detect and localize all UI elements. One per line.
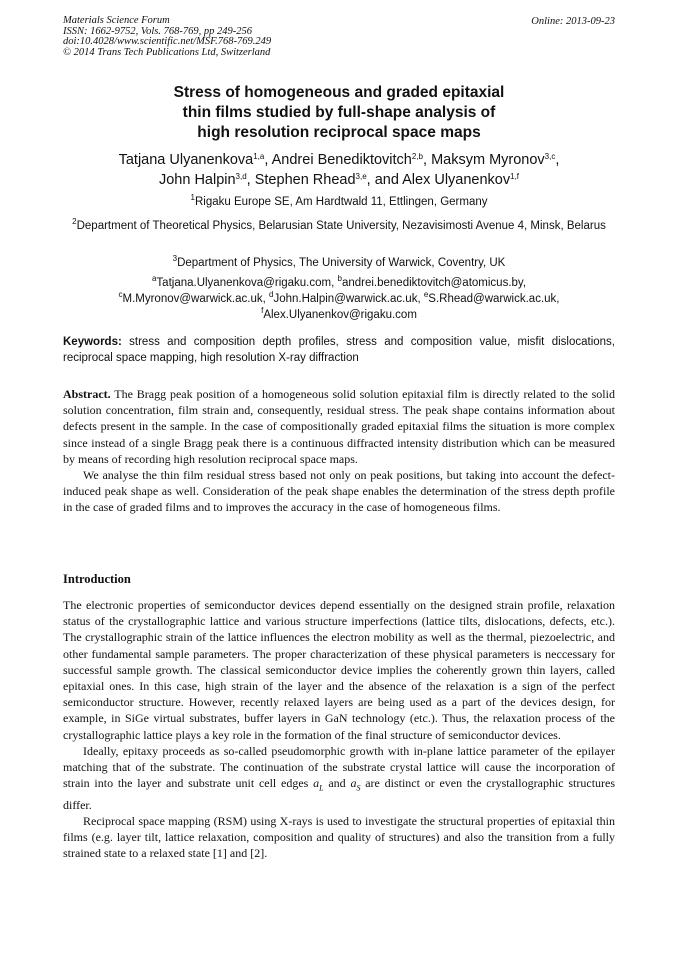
- paper-title: [60, 83, 618, 143]
- author-superscript: 1,f: [510, 172, 520, 181]
- issn-line: ISSN: 1662-9752, Vols. 768-769, pp 249-256: [63, 25, 252, 37]
- keywords-block: [63, 334, 615, 366]
- email-link[interactable]: andrei.benediktovitch@atomicus.by: [341, 277, 523, 289]
- affiliation-text: Department of Theoretical Physics, Belarusian State University, Nezavisimosti Avenue 4, Minsk, Belarus: [76, 220, 606, 232]
- body-paragraph: [63, 743, 615, 813]
- symbol-base: a: [313, 776, 320, 791]
- affiliation-3: [63, 255, 615, 271]
- author-name: Alex Ulyanenkov: [402, 172, 511, 188]
- author-separator: ,: [555, 152, 560, 168]
- journal-name: Materials Science Forum: [63, 15, 170, 26]
- keywords-text: stress and composition depth profiles, stress and composition value, misfit dislocations, reciprocal space mapping, high resolution X-ray diffraction: [63, 336, 615, 364]
- body-paragraph: The electronic properties of semiconductor devices depend essentially on the designed strain profile, relaxation status of the crystallographic lattice and various structure imperfections (lattice tilts, dislocations, defects, etc.). The crystallographic strain of the lattice influences the electron mobility as well as the thermal, piezoelectric, and other fundamental sample parameters. The proper characterization of these physical parameters is neccessary for successful sample growth. The classical semiconductor device implies the coherently grown thin layers, called epitaxial ones. In this case, high strain of the layer and the absence of the relaxation is a sign of the perfect semiconductor structure. However, recently relaxed layers are being used as a part of the devices design, for example, in SiGe virtual substrates, buffer layers in GaN technology (etc.). Thus, the relaxation process of the crystallographic lattice plays a key role in the formation of the final structure of semiconductor devices.: [63, 598, 615, 742]
- email-list: [63, 275, 615, 323]
- author-name: Tatjana Ulyanenkova: [118, 152, 254, 168]
- email-link[interactable]: Tatjana.Ulyanenkova@rigaku.com: [156, 277, 332, 289]
- author-separator: ,: [423, 152, 432, 168]
- symbol-subscript: S: [356, 783, 361, 793]
- doi-line[interactable]: doi:10.4028/www.scientific.net/MSF.768-769.249: [63, 36, 272, 47]
- author-separator: , and: [366, 172, 403, 188]
- online-date: Online: 2013-09-23: [531, 16, 615, 27]
- affiliation-2: [63, 218, 615, 234]
- email-link[interactable]: Alex.Ulyanenkov@rigaku.com: [263, 309, 417, 321]
- email-marker: e: [423, 290, 429, 299]
- paragraph-text: and: [328, 776, 346, 791]
- author-superscript: 3,d: [235, 172, 247, 181]
- body-paragraph: Reciprocal space mapping (RSM) using X-rays is used to investigate the structural properties of epitaxial thin films (e.g. layer tilt, lattice relaxation, composition and quality of structures) and also the transition from a fully strained state to a relaxed state [1] and [2].: [63, 814, 615, 861]
- introduction-section: [63, 597, 615, 862]
- author-line: [60, 150, 618, 170]
- affiliation-1: [63, 194, 615, 210]
- affiliation-text: Rigaku Europe SE, Am Hardtwald 11, Ettlingen, Germany: [194, 196, 488, 208]
- author-name: Maksym Myronov: [431, 152, 545, 168]
- author-separator: ,: [264, 152, 272, 168]
- author-line: [60, 170, 618, 190]
- author-superscript: 3,c: [544, 152, 556, 161]
- author-name: Stephen Rhead: [254, 172, 356, 188]
- abstract-paragraph: [63, 386, 615, 467]
- title-line: high resolution reciprocal space maps: [197, 124, 481, 141]
- email-line: [63, 307, 615, 323]
- copyright-line: © 2014 Trans Tech Publications Ltd, Switzerland: [63, 46, 271, 58]
- symbol-subscript: L: [319, 783, 324, 793]
- keywords-label: Keywords:: [63, 336, 122, 348]
- author-superscript: 3,e: [355, 172, 367, 181]
- abstract-paragraph: We analyse the thin film residual stress based not only on peak positions, but taking into account the defect-induced peak shape as well. Consideration of the peak shape enables the determination of the stress depth profile in the case of graded films and to improves the accuracy in the case of homogeneous films.: [63, 468, 615, 515]
- author-name: John Halpin: [158, 172, 236, 188]
- email-marker: a: [151, 274, 157, 283]
- email-marker: f: [261, 306, 264, 315]
- abstract-text: The Bragg peak position of a homogeneous solid solution epitaxial film is directly related to the solid solution concentration, film strain and, consequently, residual stress. The peak shape contains information about defects present in the sample. In the case of compositionally graded epitaxial films the situation is more complex since instead of a single Bragg peak there is a continuous diffracted intensity distribution which can be measured by means of recording high resolution reciprocal space maps.: [63, 387, 615, 466]
- affiliation-superscript: 2: [72, 217, 77, 226]
- paragraph-text: are distinct or even the crystallographic structures differ.: [63, 776, 616, 812]
- lattice-symbol: [313, 776, 324, 793]
- paragraph-text: Ideally, epitaxy proceeds as so-called pseudomorphic growth with in-plane lattice parameter of the epilayer matching that of the substrate. The continuation of the substrate crystal lattice will cause the incorporation of strain into the layer and substrate unit cell edges: [63, 743, 615, 791]
- journal-header: [63, 16, 271, 58]
- email-line: $^a$Tatjana.Ulyanenkova@rigaku.com, $^b$andrei.benediktovitch@atomicus.by,: [151, 274, 527, 289]
- author-separator: ,: [246, 172, 255, 188]
- author-name: Andrei Benediktovitch: [271, 152, 412, 168]
- abstract-label: Abstract.: [63, 387, 111, 401]
- email-link[interactable]: John.Halpin@warwick.ac.uk: [273, 293, 418, 305]
- affiliation-superscript: 3: [172, 254, 178, 263]
- symbol-base: a: [350, 776, 357, 791]
- email-marker: d: [269, 290, 274, 299]
- email-line: $^c$M.Myronov@warwick.ac.uk, $^d$John.Halpin@warwick.ac.uk, $^e$S.Rhead@warwick.ac.uk,: [118, 290, 560, 305]
- affiliation-text: Department of Physics, The University of Warwick, Coventry, UK: [177, 257, 506, 269]
- title-line: thin films studied by full-shape analysis of: [182, 104, 496, 121]
- affiliation-superscript: 1: [190, 193, 195, 202]
- abstract-section: [63, 386, 615, 516]
- email-link[interactable]: M.Myronov@warwick.ac.uk: [122, 293, 263, 305]
- section-heading-introduction: Introduction: [63, 572, 131, 586]
- lattice-symbol: [350, 776, 361, 793]
- author-list: [60, 150, 618, 190]
- email-link[interactable]: S.Rhead@warwick.ac.uk: [428, 293, 557, 305]
- title-line: Stress of homogeneous and graded epitaxial: [173, 84, 505, 101]
- author-superscript: 1,a: [253, 152, 265, 161]
- email-marker: b: [337, 274, 342, 283]
- author-superscript: 2,b: [411, 152, 423, 161]
- email-marker: c: [118, 290, 123, 299]
